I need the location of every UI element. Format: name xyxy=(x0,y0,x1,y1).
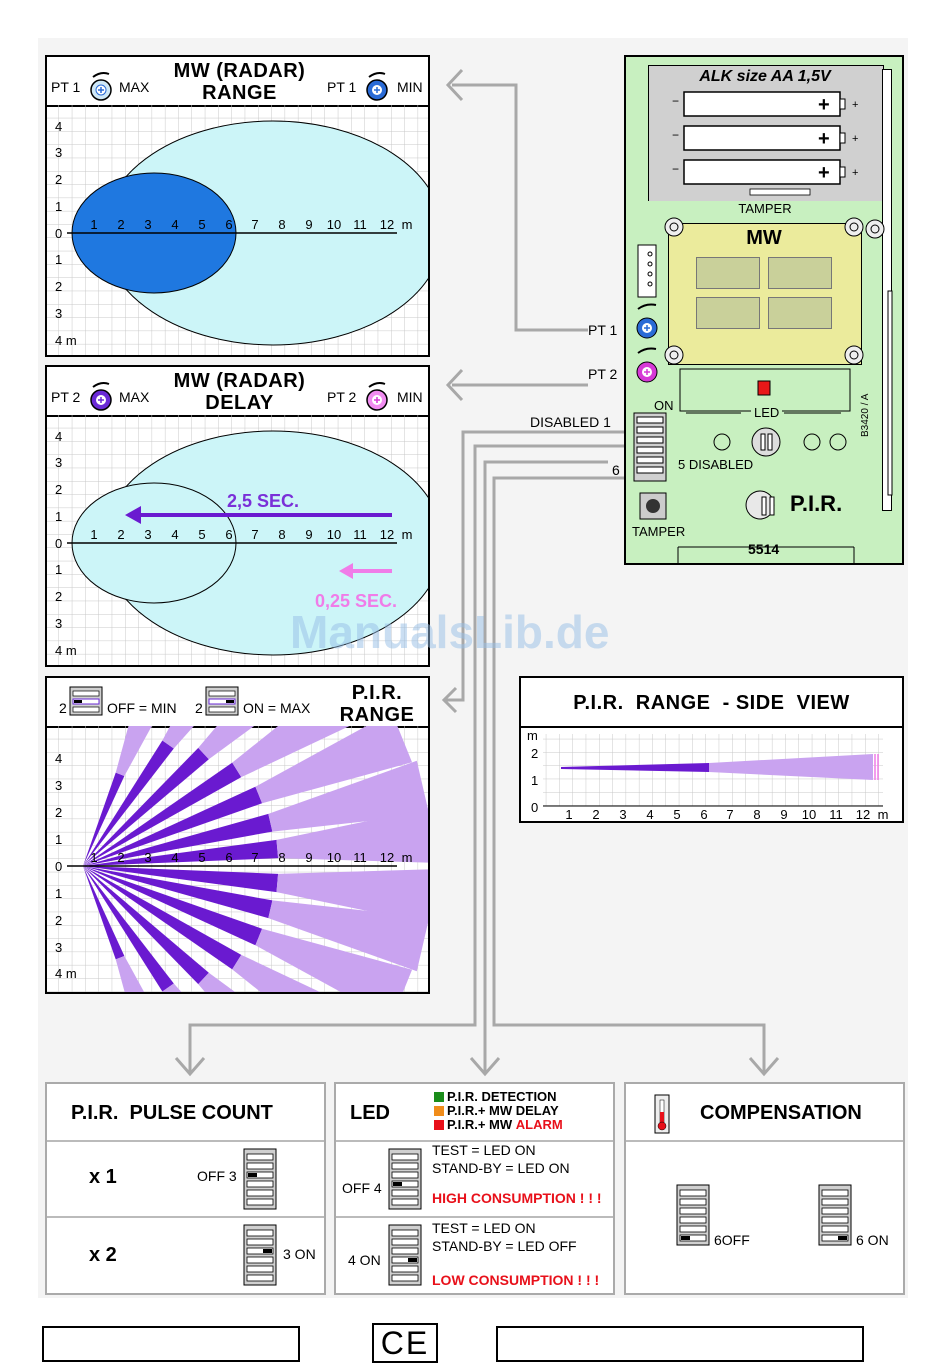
dip-switch-icon xyxy=(243,1148,277,1215)
y-tick: 1 xyxy=(55,832,63,847)
side-y-tick: 2 xyxy=(531,746,539,761)
y-tick: 3 xyxy=(55,778,63,793)
x-tick: 11 xyxy=(829,807,843,821)
x-tick: 1 xyxy=(90,850,98,865)
thermometer-icon xyxy=(654,1094,670,1139)
x-tick: 12 xyxy=(379,527,395,542)
y-tick: 2 xyxy=(55,589,63,604)
y-tick: 2 xyxy=(55,805,63,820)
y-tick: 2 xyxy=(55,172,63,187)
led-row1-switch: OFF 4 xyxy=(342,1180,382,1196)
legend-text: P.I.R.+ MW xyxy=(447,1117,516,1132)
svg-text:−: − xyxy=(672,162,680,176)
legend-pir-mw-alarm xyxy=(434,1118,563,1132)
disabled1-label: DISABLED 1 xyxy=(530,414,611,430)
y-tick: 1 xyxy=(55,886,63,901)
pir-sw-num-2: 2 xyxy=(195,700,203,716)
mw-delay-title-line1: MW (RADAR) xyxy=(173,370,306,392)
y-tick: 0 xyxy=(55,536,63,551)
mw-delay-left-pt: PT 2 xyxy=(51,389,81,405)
led-row2-test: TEST = LED ON xyxy=(432,1220,536,1236)
y-tick: 4 m xyxy=(55,643,77,658)
x-tick: 12 xyxy=(855,807,871,821)
x-tick: 5 xyxy=(198,850,206,865)
y-tick: 1 xyxy=(55,562,63,577)
x-tick: 4 xyxy=(646,807,654,821)
x-tick: 4 xyxy=(171,850,179,865)
pir-range-title-line2: RANGE xyxy=(339,704,415,726)
svg-text:+: + xyxy=(818,128,830,150)
mw-range-left-pt: PT 1 xyxy=(51,79,81,95)
x-tick: 8 xyxy=(278,217,286,232)
circuit-board xyxy=(624,55,904,565)
x-tick: 6 xyxy=(700,807,708,821)
x-tick: 7 xyxy=(251,217,259,232)
row1-mult: x 1 xyxy=(89,1166,117,1188)
x-tick: 2 xyxy=(592,807,600,821)
mw-delay-left-level: MAX xyxy=(119,389,150,405)
y-tick: 3 xyxy=(55,306,63,321)
x-tick: 10 xyxy=(326,850,342,865)
mw-range-right-pt: PT 1 xyxy=(327,79,357,95)
watermark: ManualsLib.de xyxy=(290,606,610,658)
x-tick: 7 xyxy=(726,807,734,821)
battery-title: ALK size AA 1,5V xyxy=(699,68,831,85)
x-unit: m xyxy=(877,807,889,821)
led-box xyxy=(334,1082,615,1295)
x-tick: 1 xyxy=(90,527,98,542)
mw-delay-right-pt: PT 2 xyxy=(327,389,357,405)
x-tick: 6 xyxy=(225,850,233,865)
x-tick: 5 xyxy=(198,527,206,542)
mw-delay-title-line2: DELAY xyxy=(205,392,274,414)
legend-alarm-text: ALARM xyxy=(515,1117,563,1132)
svg-text:+: + xyxy=(852,167,859,179)
pir-range-title-line1: P.I.R. xyxy=(351,682,403,704)
disabled5-label: 5 DISABLED xyxy=(678,457,754,472)
short-delay-label: 0,25 SEC. xyxy=(315,591,398,611)
legend-text: P.I.R. DETECTION xyxy=(447,1089,557,1104)
legend-pir-mw-delay xyxy=(434,1104,563,1118)
row2-mult: x 2 xyxy=(89,1244,117,1266)
x-tick: 9 xyxy=(305,217,313,232)
six-label: 6 xyxy=(612,462,620,478)
x-tick: 8 xyxy=(278,850,286,865)
pir-off-label: OFF = MIN xyxy=(107,700,177,716)
compensation-on-label: 6 ON xyxy=(856,1232,889,1248)
led-header xyxy=(336,1084,613,1142)
long-delay-label: 2,5 SEC. xyxy=(227,491,300,511)
x-tick: 4 xyxy=(171,527,179,542)
x-tick: 6 xyxy=(225,217,233,232)
mw-label: MW xyxy=(746,227,782,249)
x-tick: 9 xyxy=(305,527,313,542)
dip-switch-board xyxy=(634,413,666,481)
pir-sw-num-1: 2 xyxy=(59,700,67,716)
tamper-top-label: TAMPER xyxy=(648,201,882,216)
pulse-row-2 xyxy=(47,1216,324,1295)
x-tick: 2 xyxy=(117,527,125,542)
led-row-1 xyxy=(336,1142,613,1218)
x-tick: 3 xyxy=(144,217,152,232)
svg-text:+: + xyxy=(852,99,859,111)
led-row-2 xyxy=(336,1216,613,1295)
ce-mark xyxy=(372,1323,438,1363)
svg-text:+: + xyxy=(818,162,830,184)
board-code: B3420 / A xyxy=(860,393,871,437)
compensation-header xyxy=(626,1084,903,1142)
x-tick: 5 xyxy=(673,807,681,821)
footer-box-right xyxy=(496,1326,864,1362)
y-tick: 1 xyxy=(55,252,63,267)
led-row2-warning: LOW CONSUMPTION ! ! ! xyxy=(432,1272,600,1288)
y-tick: 1 xyxy=(55,199,63,214)
x-tick: 10 xyxy=(801,807,817,821)
led-title: LED xyxy=(350,1102,390,1124)
pt2-label: PT 2 xyxy=(588,366,618,382)
side-y-tick: 1 xyxy=(531,773,539,788)
x-tick: 2 xyxy=(117,850,125,865)
x-tick: 11 xyxy=(353,217,367,232)
dip-switch-icon xyxy=(818,1184,852,1251)
model-number: 5514 xyxy=(748,541,780,557)
svg-text:−: − xyxy=(672,94,680,108)
pulse-row-1 xyxy=(47,1142,324,1218)
pulse-count-title: P.I.R. PULSE COUNT xyxy=(71,1102,273,1124)
y-tick: 1 xyxy=(55,509,63,524)
y-tick: 4 xyxy=(55,751,63,766)
x-tick: 5 xyxy=(198,217,206,232)
compensation-box xyxy=(624,1082,905,1295)
pir-board-label: P.I.R. xyxy=(790,491,843,516)
ce-mark-text: CE xyxy=(380,1325,430,1361)
x-tick: 9 xyxy=(305,850,313,865)
tamper-bottom-label: TAMPER xyxy=(632,524,686,539)
pt1-label: PT 1 xyxy=(588,322,618,338)
x-tick: 2 xyxy=(117,217,125,232)
y-tick: 4 xyxy=(55,429,63,444)
side-view-title: P.I.R. RANGE - SIDE VIEW xyxy=(573,692,850,714)
y-tick: 4 m xyxy=(55,966,77,981)
x-tick: 10 xyxy=(326,527,342,542)
x-tick: 11 xyxy=(353,527,367,542)
dip-switch-icon xyxy=(388,1148,422,1215)
legend-text: P.I.R.+ MW DELAY xyxy=(447,1103,559,1118)
led-row2-standby: STAND-BY = LED OFF xyxy=(432,1238,577,1254)
x-tick: 3 xyxy=(144,527,152,542)
x-tick: 3 xyxy=(144,850,152,865)
y-tick: 0 xyxy=(55,226,63,241)
x-tick: 11 xyxy=(353,850,367,865)
footer-box-left xyxy=(42,1326,300,1362)
y-tick: 3 xyxy=(55,616,63,631)
x-tick: 9 xyxy=(780,807,788,821)
x-tick: 7 xyxy=(251,850,259,865)
x-unit: m xyxy=(401,217,413,232)
dip-switch-icon xyxy=(676,1184,710,1251)
pulse-count-box xyxy=(45,1082,326,1295)
led-row1-test: TEST = LED ON xyxy=(432,1142,536,1158)
x-tick: 10 xyxy=(326,217,342,232)
legend-pir-detection xyxy=(434,1090,563,1104)
y-tick: 3 xyxy=(55,940,63,955)
x-tick: 4 xyxy=(171,217,179,232)
led-label: LED xyxy=(751,405,782,420)
x-tick: 1 xyxy=(565,807,573,821)
on-label: ON xyxy=(654,398,674,413)
mw-range-title-line1: MW (RADAR) xyxy=(173,60,306,82)
pulse-count-header xyxy=(47,1084,324,1142)
y-tick: 4 m xyxy=(55,333,77,348)
compensation-off-label: 6OFF xyxy=(714,1232,750,1248)
y-tick: 3 xyxy=(55,145,63,160)
side-y-unit: m xyxy=(527,728,538,743)
y-tick: 2 xyxy=(55,913,63,928)
y-tick: 4 xyxy=(55,119,63,134)
x-tick: 8 xyxy=(753,807,761,821)
x-tick: 1 xyxy=(90,217,98,232)
side-y-tick: 0 xyxy=(531,800,539,815)
dip-switch-icon xyxy=(388,1224,422,1291)
x-tick: 6 xyxy=(225,527,233,542)
svg-text:+: + xyxy=(852,133,859,145)
x-tick: 8 xyxy=(278,527,286,542)
mounting-screws xyxy=(626,57,906,567)
compensation-title: COMPENSATION xyxy=(700,1102,862,1124)
dip-switch-icon xyxy=(243,1224,277,1291)
mw-range-title-line2: RANGE xyxy=(202,82,277,104)
y-tick: 0 xyxy=(55,859,63,874)
x-tick: 12 xyxy=(379,217,395,232)
x-unit: m xyxy=(401,527,413,542)
row1-switch-state: OFF 3 xyxy=(197,1168,237,1184)
pir-on-label: ON = MAX xyxy=(243,700,311,716)
mw-range-left-level: MAX xyxy=(119,79,150,95)
x-unit: m xyxy=(401,850,413,865)
y-tick: 3 xyxy=(55,455,63,470)
row2-switch-state: 3 ON xyxy=(283,1246,316,1262)
y-tick: 2 xyxy=(55,279,63,294)
mw-range-right-level: MIN xyxy=(397,79,423,95)
led-row2-switch: 4 ON xyxy=(348,1252,381,1268)
x-tick: 7 xyxy=(251,527,259,542)
pt1-pot-icon xyxy=(637,305,657,339)
mw-delay-right-level: MIN xyxy=(397,389,423,405)
x-tick: 3 xyxy=(619,807,627,821)
led-row1-standby: STAND-BY = LED ON xyxy=(432,1160,570,1176)
led-row1-warning: HIGH CONSUMPTION ! ! ! xyxy=(432,1190,602,1206)
led-legend xyxy=(434,1090,563,1132)
svg-text:−: − xyxy=(672,128,680,142)
svg-text:+: + xyxy=(818,94,830,116)
y-tick: 2 xyxy=(55,482,63,497)
x-tick: 12 xyxy=(379,850,395,865)
pt2-pot-icon xyxy=(637,349,657,383)
